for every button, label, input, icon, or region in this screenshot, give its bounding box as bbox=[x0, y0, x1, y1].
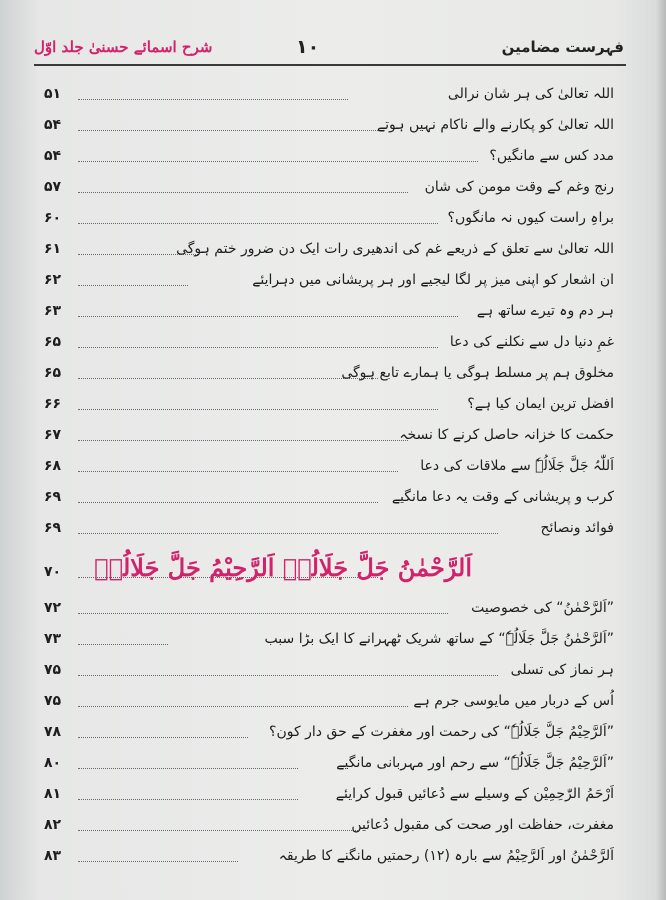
toc-entry bbox=[44, 293, 622, 323]
toc-page: ۶۸ bbox=[44, 458, 62, 474]
toc-title: ”اَلرَّحْمٰنُ جَلَّ جَلَالُہٗ“ کے ساتھ شریک ٹھہرانے کا ایک بڑا سبب bbox=[264, 631, 614, 647]
toc-page: ۶۲ bbox=[44, 272, 62, 288]
toc-entry bbox=[44, 838, 622, 868]
dot-leader bbox=[78, 768, 298, 769]
toc-page: ۸۲ bbox=[44, 817, 62, 833]
toc-entry bbox=[44, 107, 622, 137]
dot-leader bbox=[78, 161, 478, 162]
dot-leader bbox=[78, 316, 458, 317]
toc-title: اُس کے دربار میں مایوسی جرم ہے bbox=[413, 693, 614, 709]
toc-title: ہر دم وہ تیرے ساتھ ہے bbox=[476, 303, 614, 319]
toc-title: کرب و پریشانی کے وقت یہ دعا مانگیے bbox=[391, 489, 614, 505]
toc-entry bbox=[44, 714, 622, 744]
dot-leader bbox=[78, 706, 408, 707]
toc-title: فوائد ونصائح bbox=[540, 520, 614, 536]
dot-leader bbox=[78, 675, 498, 676]
toc-entry bbox=[44, 621, 622, 651]
toc-page: ۵۴ bbox=[44, 117, 62, 133]
toc-title: اَلرَّحْمٰنُ اور اَلرَّحِيْمُ سے بارہ (۱۲) رحمتیں مانگنے کا طریقہ bbox=[278, 848, 614, 864]
toc-title: مخلوق ہم پر مسلط ہوگی یا ہمارے تابع ہوگی bbox=[341, 365, 614, 381]
toc-page: ۵۷ bbox=[44, 179, 62, 195]
toc-entry bbox=[44, 231, 622, 261]
toc-page: ۸۱ bbox=[44, 786, 62, 802]
page-number: ۱۰ bbox=[296, 36, 320, 58]
toc-entry bbox=[44, 590, 622, 620]
toc-entry bbox=[44, 417, 622, 447]
toc-entry bbox=[44, 807, 622, 837]
dot-leader bbox=[78, 223, 438, 224]
toc-title: اللہ تعالیٰ سے تعلق کے ذریعے غم کی اندھیری رات ایک دن ضرور ختم ہوگی bbox=[176, 241, 614, 257]
toc-page: ۶۹ bbox=[44, 489, 62, 505]
section-heading-row bbox=[44, 548, 622, 588]
toc-entry bbox=[44, 745, 622, 775]
toc-title: ”اَلرَّحِيْمُ جَلَّ جَلَالُہٗ“ سے رحم اور مہربانی مانگیے bbox=[336, 755, 614, 771]
toc-title: اَللّٰہُ جَلَّ جَلَالُہٗ سے ملاقات کی دعا bbox=[420, 458, 614, 474]
dot-leader bbox=[78, 830, 358, 831]
toc-entry bbox=[44, 386, 622, 416]
toc-page: ۷۰ bbox=[44, 564, 62, 580]
dot-leader bbox=[78, 613, 448, 614]
toc-title: غمِ دنیا دل سے نکلنے کی دعا bbox=[449, 334, 614, 350]
dot-leader bbox=[78, 737, 248, 738]
toc-page: ۶۵ bbox=[44, 334, 62, 350]
toc-page: ۶۰ bbox=[44, 210, 62, 226]
toc-page: ۵۱ bbox=[44, 86, 62, 102]
toc-entry bbox=[44, 448, 622, 478]
dot-leader bbox=[78, 192, 408, 193]
toc-page: ۶۳ bbox=[44, 303, 62, 319]
toc-entry bbox=[44, 683, 622, 713]
toc-title: مدد کس سے مانگیں؟ bbox=[489, 148, 614, 164]
dot-leader bbox=[78, 861, 238, 862]
toc-title: رنج وغم کے وقت مومن کی شان bbox=[424, 179, 614, 195]
toc-title: ”اَلرَّحْمٰنُ“ کی خصوصیت bbox=[471, 600, 614, 616]
header-rule bbox=[34, 64, 626, 66]
toc-title: براہِ راست کیوں نہ مانگوں؟ bbox=[447, 210, 614, 226]
toc-page: ۸۳ bbox=[44, 848, 62, 864]
dot-leader bbox=[78, 502, 378, 503]
dot-leader bbox=[78, 440, 408, 441]
toc-entry bbox=[44, 479, 622, 509]
toc-title: افضل ترین ایمان کیا ہے؟ bbox=[467, 396, 614, 412]
toc-title: حکمت کا خزانہ حاصل کرنے کا نسخہ bbox=[399, 427, 614, 443]
page-edge-shadow bbox=[656, 0, 666, 900]
toc-page: ۶۱ bbox=[44, 241, 62, 257]
toc-page: ۷۲ bbox=[44, 600, 62, 616]
toc-entry bbox=[44, 324, 622, 354]
dot-leader bbox=[78, 378, 378, 379]
dot-leader bbox=[78, 799, 298, 800]
dot-leader bbox=[78, 347, 438, 348]
dot-leader bbox=[78, 644, 168, 645]
book-title: شرح اسمائے حسنیٰ جلد اوّل bbox=[34, 38, 213, 56]
toc-entry bbox=[44, 138, 622, 168]
toc-entry bbox=[44, 510, 622, 540]
toc-page: ۷۵ bbox=[44, 662, 62, 678]
dot-leader bbox=[78, 471, 398, 472]
toc-title: ہر نماز کی تسلی bbox=[510, 662, 614, 678]
running-header bbox=[34, 36, 626, 62]
section-heading: اَلرَّحْمٰنُ جَلَّ جَلَالُہٗ اَلرَّحِيْمُ جَلَّ جَلَالُہٗ bbox=[94, 553, 472, 582]
toc-entry bbox=[44, 776, 622, 806]
toc-entry bbox=[44, 652, 622, 682]
toc-page: ۷۵ bbox=[44, 693, 62, 709]
toc-title: اَرْحَمُ الرّٰحِمِيْن کے وسیلے سے دُعائیں قبول کرایئے bbox=[335, 786, 614, 802]
dot-leader bbox=[78, 130, 378, 131]
toc-page: ۸۰ bbox=[44, 755, 62, 771]
toc-title: اللہ تعالیٰ کو پکارنے والے ناکام نہیں ہوتے bbox=[376, 117, 614, 133]
toc-page: ۵۴ bbox=[44, 148, 62, 164]
toc-entry bbox=[44, 76, 622, 106]
toc-page: ۶۷ bbox=[44, 427, 62, 443]
toc-page: ۷۳ bbox=[44, 631, 62, 647]
dot-leader bbox=[78, 533, 498, 534]
toc-entry bbox=[44, 355, 622, 385]
toc-entry bbox=[44, 200, 622, 230]
toc-entry bbox=[44, 262, 622, 292]
toc-entry bbox=[44, 169, 622, 199]
dot-leader bbox=[78, 99, 348, 100]
toc-title: ”اَلرَّحِيْمُ جَلَّ جَلَالُہٗ“ کی رحمت اور مغفرت کے حق دار کون؟ bbox=[269, 724, 614, 740]
dot-leader bbox=[78, 409, 438, 410]
toc-page: ۶۵ bbox=[44, 365, 62, 381]
toc-page: ۶۹ bbox=[44, 520, 62, 536]
toc-title: ان اشعار کو اپنی میز پر لگا لیجیے اور ہر پریشانی میں دہرایئے bbox=[252, 272, 614, 288]
toc-page: ۶۶ bbox=[44, 396, 62, 412]
toc-page: ۷۸ bbox=[44, 724, 62, 740]
section-title: فہرست مضامین bbox=[501, 38, 624, 56]
toc-title: مغفرت، حفاظت اور صحت کی مقبول دُعائیں bbox=[351, 817, 614, 833]
dot-leader bbox=[78, 285, 188, 286]
toc-title: اللہ تعالیٰ کی ہر شان نرالی bbox=[447, 86, 614, 102]
